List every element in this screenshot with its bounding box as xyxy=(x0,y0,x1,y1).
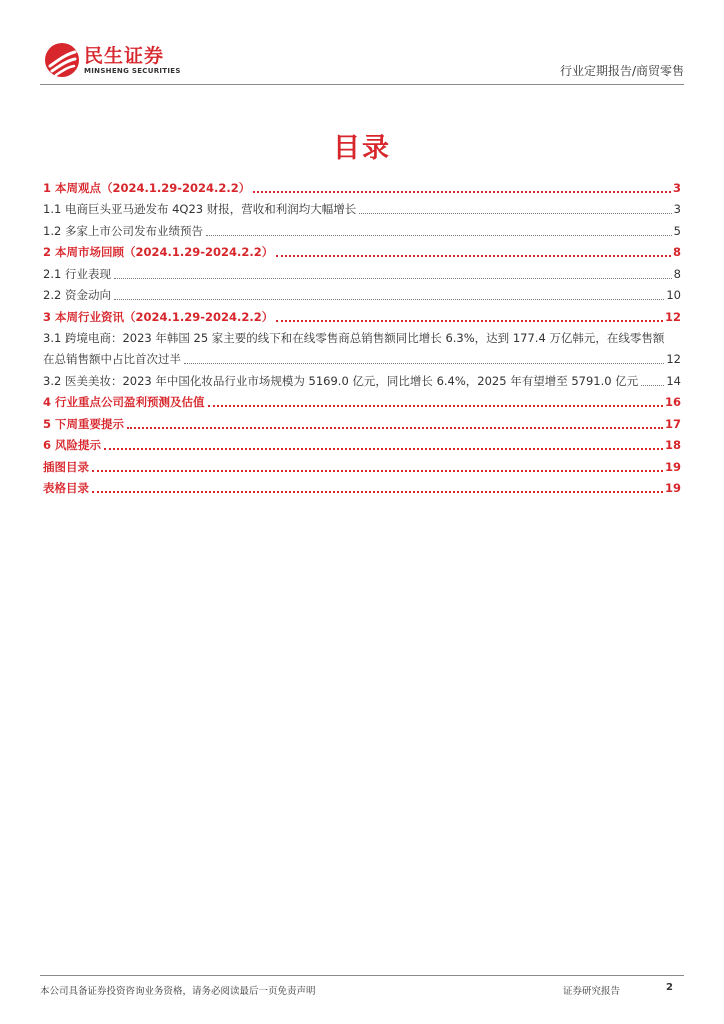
toc-leader-dots xyxy=(92,469,663,472)
toc-item-text: 表格目录 xyxy=(43,481,89,495)
toc-item[interactable] xyxy=(43,410,681,432)
toc-item-page: 19 xyxy=(664,459,681,474)
toc-item-text: 2.2 资金动向 xyxy=(43,288,111,302)
toc-item-text: 1.2 多家上市公司发布业绩预告 xyxy=(43,223,203,238)
toc-item-page: 8 xyxy=(672,245,681,259)
toc-leader-dots xyxy=(206,234,672,236)
toc-item-page: 17 xyxy=(664,416,681,431)
toc-item-page: 14 xyxy=(666,373,681,388)
toc-item-text: 插图目录 xyxy=(43,459,89,474)
toc-item-text: 1.1 电商巨头亚马逊发布 4Q23 财报，营收和利润均大幅增长 xyxy=(43,202,357,216)
toc-item-text: 2.1 行业表现 xyxy=(43,266,111,281)
toc-leader-dots xyxy=(276,254,671,257)
toc-item-text: 2 本周市场回顾（2024.1.29-2024.2.2） xyxy=(43,245,274,259)
toc-item-page: 12 xyxy=(664,309,681,324)
toc-leader-dots xyxy=(359,212,671,214)
toc-leader-dots xyxy=(276,319,663,322)
toc-item-text: 5 下周重要提示 xyxy=(43,416,125,431)
toc-item-text-line1: 3.1 跨境电商：2023 年韩国 25 家主要的线下和在线零售商总销售额同比增长 6.3%，达到 177.4 万亿韩元，在线零售额 xyxy=(43,330,665,345)
page-title: 目录 xyxy=(333,133,391,164)
toc-item-line2 xyxy=(43,346,681,368)
toc-item-page: 10 xyxy=(666,288,681,302)
toc-item-page: 3 xyxy=(672,180,681,195)
toc-item-text: 6 风险提示 xyxy=(43,438,102,452)
footer-page-number: 2 xyxy=(666,982,673,993)
page-header xyxy=(40,40,684,84)
minsheng-logo-icon xyxy=(44,42,80,78)
toc-item-page: 12 xyxy=(666,352,681,366)
toc-item[interactable] xyxy=(43,475,681,497)
toc-item-text: 1 本周观点（2024.1.29-2024.2.2） xyxy=(43,180,251,195)
minsheng-logo xyxy=(40,40,210,80)
toc-item-text: 3 本周行业资讯（2024.1.29-2024.2.2） xyxy=(43,309,274,324)
toc-leader-dots xyxy=(184,362,664,364)
toc-item-text: 4 行业重点公司盈利预测及估值 xyxy=(43,395,205,409)
toc-item[interactable] xyxy=(43,239,681,261)
toc-item-page: 18 xyxy=(664,438,681,452)
toc-item-page: 16 xyxy=(664,395,681,409)
toc-item[interactable] xyxy=(43,260,681,282)
header-divider xyxy=(40,84,684,85)
toc-leader-dots xyxy=(208,404,663,407)
toc-item[interactable] xyxy=(43,453,681,475)
toc-item[interactable] xyxy=(43,325,681,368)
toc-item-text: 3.2 医美美妆：2023 年中国化妆品行业市场规模为 5169.0 亿元，同比增长 6.4%，2025 年有望增至 5791.0 亿元 xyxy=(43,373,639,388)
toc-item[interactable] xyxy=(43,303,681,325)
logo-chinese-name: 民生证券 xyxy=(84,45,165,67)
toc-item-page: 8 xyxy=(673,266,681,281)
toc-item-page: 19 xyxy=(664,481,681,495)
toc-leader-dots xyxy=(114,277,672,279)
toc-item[interactable] xyxy=(43,174,681,196)
toc-leader-dots xyxy=(127,426,663,429)
footer-divider xyxy=(40,975,684,976)
toc-item[interactable] xyxy=(43,367,681,389)
toc-leader-dots xyxy=(114,298,664,300)
toc-leader-dots xyxy=(641,384,664,386)
toc-item-page: 5 xyxy=(673,223,681,238)
toc-item-page: 3 xyxy=(673,202,681,216)
toc-item[interactable] xyxy=(43,217,681,239)
toc-leader-dots xyxy=(92,490,663,493)
toc-item[interactable] xyxy=(43,196,681,218)
footer-report-type: 证券研究报告 xyxy=(563,986,621,997)
logo-english-name: MINSHENG SECURITIES xyxy=(84,67,181,75)
toc-item[interactable] xyxy=(43,389,681,411)
footer-disclaimer: 本公司具备证券投资咨询业务资格，请务必阅读最后一页免责声明 xyxy=(40,986,316,997)
toc-item-text: 在总销售额中占比首次过半 xyxy=(43,352,181,366)
toc-leader-dots xyxy=(104,447,663,450)
table-of-contents xyxy=(43,174,681,496)
toc-item[interactable] xyxy=(43,282,681,304)
toc-leader-dots xyxy=(253,190,671,193)
report-category: 行业定期报告/商贸零售 xyxy=(559,64,684,78)
toc-item[interactable] xyxy=(43,432,681,454)
